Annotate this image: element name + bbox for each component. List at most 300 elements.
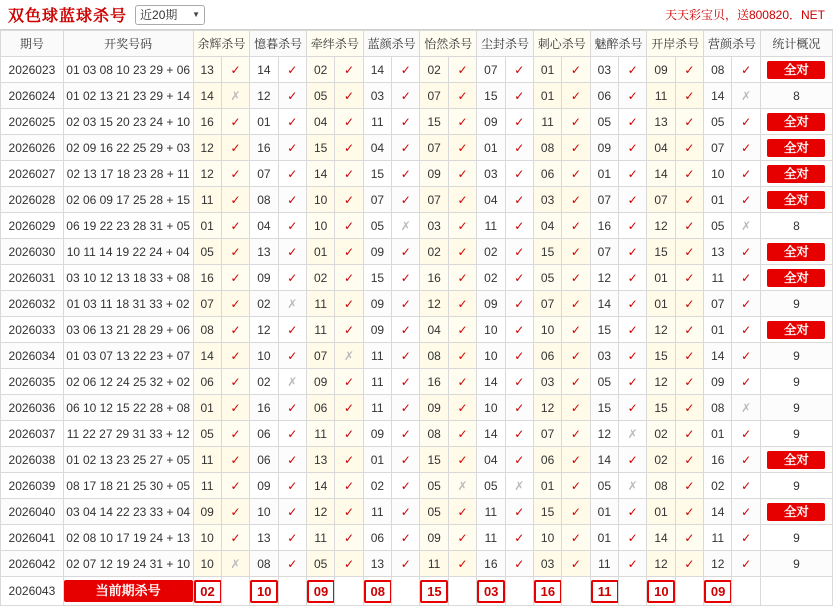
check-glyph: ✓ (287, 218, 298, 233)
check-glyph: ✓ (570, 374, 581, 389)
cell-draw-code: 03 10 12 13 18 33 + 08 (63, 265, 193, 291)
check-glyph: ✓ (684, 270, 695, 285)
table-row (1, 525, 833, 551)
check-glyph: ✓ (400, 270, 411, 285)
cell-kill-number: 09 (250, 265, 278, 291)
check-icon (448, 57, 476, 83)
cell-kill-number: 09 (477, 291, 505, 317)
cell-period[interactable]: 2026029 (1, 213, 64, 239)
cell-period[interactable]: 2026024 (1, 83, 64, 109)
cell-kill-number: 07 (704, 135, 732, 161)
cell-kill-number: 09 (363, 291, 391, 317)
check-glyph: ✓ (741, 504, 752, 519)
th-code[interactable]: 开奖号码 (63, 31, 193, 57)
check-glyph: ✓ (514, 322, 525, 337)
cell-kill-number: 16 (420, 369, 448, 395)
table-row (1, 499, 833, 525)
check-glyph: ✓ (400, 192, 411, 207)
cell-kill-number: 08 (250, 551, 278, 577)
check-glyph: ✓ (457, 348, 468, 363)
cell-stat (760, 551, 832, 577)
check-glyph: ✓ (684, 504, 695, 519)
check-icon (278, 395, 306, 421)
check-icon (221, 317, 249, 343)
check-icon (221, 135, 249, 161)
cell-kill-number: 03 (533, 369, 561, 395)
check-icon (619, 551, 647, 577)
cell-kill-number: 13 (647, 109, 675, 135)
cell-stat (760, 369, 832, 395)
check-icon (619, 395, 647, 421)
check-glyph: ✓ (287, 478, 298, 493)
status-badge: 全对 (767, 61, 825, 79)
cell-kill-number: 11 (533, 109, 561, 135)
check-icon (448, 135, 476, 161)
cell-kill-number: 11 (477, 499, 505, 525)
check-glyph: ✓ (343, 478, 355, 493)
cell-draw-code: 06 19 22 23 28 31 + 05 (63, 213, 193, 239)
cell-kill-number: 16 (477, 551, 505, 577)
cell-period[interactable]: 2026027 (1, 161, 64, 187)
check-icon (619, 525, 647, 551)
th-killer-7[interactable]: 刺心杀号 (533, 31, 590, 57)
promo-message: 天天彩宝贝，送 (664, 8, 749, 22)
cell-kill-number: 11 (363, 343, 391, 369)
table-head (1, 31, 833, 57)
th-killer-2[interactable]: 憶暮杀号 (250, 31, 307, 57)
status-badge: 全对 (767, 191, 825, 209)
check-icon (392, 291, 420, 317)
cell-kill-number: 14 (647, 525, 675, 551)
check-icon (732, 187, 760, 213)
check-glyph: ✓ (343, 140, 355, 155)
cell-kill-number: 02 (363, 473, 391, 499)
cell-period[interactable]: 2026032 (1, 291, 64, 317)
stat-value: 9 (793, 530, 800, 545)
check-glyph: ✓ (514, 192, 525, 207)
check-icon (392, 343, 420, 369)
cell-draw-code: 02 03 15 20 23 24 + 10 (63, 109, 193, 135)
cell-kill-number: 05 (193, 421, 221, 447)
check-glyph: ✓ (400, 322, 411, 337)
cell-period[interactable]: 2026036 (1, 395, 64, 421)
check-glyph: ✓ (514, 374, 525, 389)
cell-draw-code: 03 06 13 21 28 29 + 06 (63, 317, 193, 343)
th-killer-8[interactable]: 魅醉杀号 (590, 31, 647, 57)
th-killer-1[interactable]: 余辉杀号 (193, 31, 250, 57)
check-icon (732, 291, 760, 317)
cell-kill-number: 07 (420, 135, 448, 161)
check-glyph: ✓ (287, 140, 298, 155)
cell-kill-number: 08 (704, 57, 732, 83)
cell-current-mark (675, 577, 703, 606)
check-icon (221, 109, 249, 135)
check-glyph: ✓ (230, 244, 241, 259)
check-glyph: ✓ (684, 218, 695, 233)
check-glyph: ✓ (230, 348, 241, 363)
cell-kill-number: 15 (420, 447, 448, 473)
status-badge: 全对 (767, 451, 825, 469)
cell-period[interactable]: 2026035 (1, 369, 64, 395)
check-icon (505, 421, 533, 447)
cell-period[interactable]: 2026038 (1, 447, 64, 473)
check-icon (562, 551, 590, 577)
cell-kill-number: 05 (306, 551, 334, 577)
check-glyph: ✓ (570, 140, 581, 155)
check-glyph: ✓ (287, 192, 298, 207)
status-badge: 全对 (767, 139, 825, 157)
cell-kill-number: 12 (704, 551, 732, 577)
check-glyph: ✓ (627, 244, 638, 259)
cell-kill-number: 01 (647, 265, 675, 291)
check-glyph: ✓ (570, 218, 581, 233)
cell-kill-number: 05 (193, 239, 221, 265)
check-glyph: ✓ (684, 166, 695, 181)
check-icon (221, 239, 249, 265)
cell-kill-number: 01 (590, 525, 618, 551)
current-period-row (1, 577, 833, 606)
cross-glyph: ✗ (457, 478, 468, 493)
cell-kill-number: 03 (533, 187, 561, 213)
check-glyph: ✓ (741, 244, 752, 259)
current-kill-value: 10 (250, 580, 278, 603)
cell-draw-code: 01 03 07 13 22 23 + 07 (63, 343, 193, 369)
cell-kill-number: 08 (420, 343, 448, 369)
th-killer-6[interactable]: 尘封杀号 (477, 31, 534, 57)
check-glyph: ✓ (230, 270, 241, 285)
check-icon (619, 291, 647, 317)
check-icon (221, 213, 249, 239)
th-killer-10[interactable]: 营颜杀号 (704, 31, 761, 57)
cell-kill-number: 11 (647, 83, 675, 109)
check-glyph: ✓ (741, 62, 752, 77)
check-icon (732, 343, 760, 369)
check-glyph: ✓ (343, 62, 355, 77)
cell-kill-number: 11 (477, 213, 505, 239)
cell-period[interactable]: 2026033 (1, 317, 64, 343)
check-icon (562, 161, 590, 187)
check-icon (392, 57, 420, 83)
cell-draw-code: 02 08 10 17 19 24 + 13 (63, 525, 193, 551)
cell-kill-number: 14 (193, 343, 221, 369)
cell-kill-number: 01 (363, 447, 391, 473)
check-glyph: ✓ (514, 218, 525, 233)
status-badge: 全对 (767, 503, 825, 521)
cell-kill-number: 02 (477, 265, 505, 291)
check-glyph: ✓ (627, 296, 638, 311)
check-icon (392, 473, 420, 499)
cell-kill-number: 06 (590, 83, 618, 109)
check-glyph: ✓ (287, 88, 298, 103)
cell-stat (760, 265, 832, 291)
cross-icon (505, 473, 533, 499)
cell-stat (760, 317, 832, 343)
check-glyph: ✓ (627, 62, 638, 77)
check-icon (221, 473, 249, 499)
check-glyph: ✓ (570, 322, 581, 337)
check-glyph: ✓ (570, 452, 581, 467)
check-icon (562, 317, 590, 343)
check-glyph: ✓ (230, 374, 241, 389)
cell-kill-number: 08 (250, 187, 278, 213)
cell-current-mark (505, 577, 533, 606)
cell-kill-number: 15 (590, 317, 618, 343)
cell-kill-number: 14 (590, 447, 618, 473)
check-glyph: ✓ (627, 452, 638, 467)
cell-kill-number: 03 (420, 213, 448, 239)
cell-period[interactable]: 2026042 (1, 551, 64, 577)
cell-period[interactable]: 2026030 (1, 239, 64, 265)
check-icon (221, 395, 249, 421)
check-glyph: ✓ (684, 452, 695, 467)
check-icon (278, 265, 306, 291)
cell-kill-number: 15 (363, 265, 391, 291)
cell-kill-number: 14 (590, 291, 618, 317)
cell-period[interactable]: 2026025 (1, 109, 64, 135)
check-icon (619, 83, 647, 109)
check-icon (732, 369, 760, 395)
cross-icon (278, 291, 306, 317)
cell-kill-number: 10 (533, 525, 561, 551)
cell-kill-number: 11 (363, 499, 391, 525)
cell-kill-number: 05 (420, 473, 448, 499)
cell-kill-number: 14 (704, 499, 732, 525)
check-icon (562, 83, 590, 109)
check-glyph: ✓ (287, 556, 298, 571)
current-kill-value: 03 (477, 580, 505, 603)
cell-period[interactable]: 2026037 (1, 421, 64, 447)
check-glyph: ✓ (570, 88, 581, 103)
check-icon (562, 525, 590, 551)
cell-period[interactable]: 2026031 (1, 265, 64, 291)
check-icon (675, 317, 703, 343)
check-icon (448, 421, 476, 447)
cell-kill-number: 03 (477, 161, 505, 187)
check-glyph: ✓ (514, 296, 525, 311)
cell-draw-code: 01 02 13 23 25 27 + 05 (63, 447, 193, 473)
cell-kill-number: 06 (533, 161, 561, 187)
cross-glyph: ✗ (287, 296, 298, 311)
check-icon (278, 421, 306, 447)
check-icon (278, 187, 306, 213)
check-icon (675, 239, 703, 265)
check-glyph: ✓ (514, 504, 525, 519)
check-icon (392, 551, 420, 577)
cell-kill-number: 09 (704, 369, 732, 395)
cell-kill-number: 14 (306, 473, 334, 499)
th-period[interactable]: 期号 (1, 31, 64, 57)
cell-kill-number: 13 (250, 239, 278, 265)
check-glyph: ✓ (343, 218, 355, 233)
check-icon (392, 447, 420, 473)
cross-icon (221, 551, 249, 577)
th-killer-3[interactable]: 牵绊杀号 (306, 31, 363, 57)
cross-icon (448, 473, 476, 499)
check-icon (448, 291, 476, 317)
check-icon (619, 135, 647, 161)
cell-period[interactable]: 2026026 (1, 135, 64, 161)
check-icon (335, 57, 363, 83)
th-killer-4[interactable]: 蓝颜杀号 (363, 31, 420, 57)
check-glyph: ✓ (457, 114, 468, 129)
check-glyph: ✓ (400, 166, 411, 181)
check-glyph: ✓ (230, 62, 241, 77)
cell-draw-code: 02 09 16 22 25 29 + 03 (63, 135, 193, 161)
cell-kill-number: 02 (306, 57, 334, 83)
cell-period[interactable]: 2026028 (1, 187, 64, 213)
status-badge: 全对 (767, 243, 825, 261)
cell-stat (760, 525, 832, 551)
period-range-select[interactable] (135, 5, 205, 25)
cell-kill-number: 10 (477, 317, 505, 343)
check-icon (335, 213, 363, 239)
check-icon (619, 239, 647, 265)
check-glyph: ✓ (230, 426, 241, 441)
table-row (1, 421, 833, 447)
cell-current-kill-number (647, 577, 675, 606)
cell-kill-number: 04 (533, 213, 561, 239)
check-icon (448, 161, 476, 187)
check-glyph: ✓ (627, 140, 638, 155)
cell-period[interactable]: 2026023 (1, 57, 64, 83)
check-glyph: ✓ (230, 296, 241, 311)
check-glyph: ✓ (627, 400, 638, 415)
cell-stat (760, 291, 832, 317)
cross-glyph: ✗ (741, 400, 752, 415)
stat-value: 9 (793, 296, 800, 311)
cell-kill-number: 01 (590, 499, 618, 525)
check-icon (505, 291, 533, 317)
cross-icon (392, 213, 420, 239)
check-glyph: ✓ (570, 478, 581, 493)
cell-kill-number: 05 (363, 213, 391, 239)
check-glyph: ✓ (570, 192, 581, 207)
cell-stat (760, 395, 832, 421)
cell-kill-number: 01 (477, 135, 505, 161)
check-icon (732, 317, 760, 343)
cell-kill-number: 10 (477, 395, 505, 421)
check-icon (448, 447, 476, 473)
check-icon (562, 239, 590, 265)
check-glyph: ✓ (627, 270, 638, 285)
check-glyph: ✓ (230, 478, 241, 493)
promo-site: 800820．NET (748, 8, 825, 22)
check-icon (562, 447, 590, 473)
th-stat[interactable]: 统计概况 (760, 31, 832, 57)
cell-kill-number: 12 (193, 135, 221, 161)
check-glyph: ✓ (741, 270, 752, 285)
cross-icon (619, 421, 647, 447)
cell-stat (760, 421, 832, 447)
check-icon (278, 135, 306, 161)
table-row (1, 135, 833, 161)
check-glyph: ✓ (570, 400, 581, 415)
check-icon (278, 499, 306, 525)
cell-period[interactable]: 2026041 (1, 525, 64, 551)
check-glyph: ✓ (570, 62, 581, 77)
cell-kill-number: 03 (533, 551, 561, 577)
current-kill-value: 15 (420, 580, 448, 603)
current-kill-label: 当前期杀号 (64, 580, 193, 602)
check-icon (562, 343, 590, 369)
cell-kill-number: 06 (533, 343, 561, 369)
cell-kill-number: 15 (533, 499, 561, 525)
check-glyph: ✓ (400, 426, 411, 441)
check-glyph: ✓ (457, 140, 468, 155)
check-glyph: ✓ (400, 88, 411, 103)
cell-current-mark (278, 577, 306, 606)
cell-kill-number: 15 (533, 239, 561, 265)
check-glyph: ✓ (570, 166, 581, 181)
table-body (1, 57, 833, 606)
cell-kill-number: 07 (306, 343, 334, 369)
check-glyph: ✓ (343, 244, 355, 259)
check-glyph: ✓ (230, 192, 241, 207)
cell-kill-number: 11 (477, 525, 505, 551)
check-icon (335, 291, 363, 317)
check-glyph: ✓ (343, 192, 355, 207)
cell-kill-number: 02 (306, 265, 334, 291)
th-killer-9[interactable]: 开岸杀号 (647, 31, 704, 57)
cell-period[interactable]: 2026040 (1, 499, 64, 525)
check-icon (448, 395, 476, 421)
cell-draw-code: 08 17 18 21 25 30 + 05 (63, 473, 193, 499)
check-icon (221, 447, 249, 473)
cell-period[interactable]: 2026034 (1, 343, 64, 369)
check-glyph: ✓ (514, 270, 525, 285)
stat-value: 9 (793, 348, 800, 363)
cell-draw-code: 03 04 14 22 23 33 + 04 (63, 499, 193, 525)
cell-current-kill-number (250, 577, 278, 606)
status-badge: 全对 (767, 269, 825, 287)
check-glyph: ✓ (684, 62, 695, 77)
cell-kill-number: 09 (363, 317, 391, 343)
check-glyph: ✓ (741, 374, 752, 389)
check-icon (278, 109, 306, 135)
check-icon (221, 499, 249, 525)
table-row (1, 369, 833, 395)
check-glyph: ✓ (287, 62, 298, 77)
cross-glyph: ✗ (230, 88, 241, 103)
check-icon (505, 525, 533, 551)
cell-kill-number: 04 (420, 317, 448, 343)
check-glyph: ✓ (343, 114, 355, 129)
cell-current-kill-number (420, 577, 448, 606)
check-icon (278, 161, 306, 187)
check-icon (619, 265, 647, 291)
check-icon (562, 291, 590, 317)
cell-kill-number: 10 (533, 317, 561, 343)
check-icon (562, 499, 590, 525)
check-glyph: ✓ (741, 452, 752, 467)
cell-stat (760, 239, 832, 265)
cell-period[interactable]: 2026039 (1, 473, 64, 499)
header-bar (0, 0, 833, 30)
table-row (1, 187, 833, 213)
cell-kill-number: 01 (250, 109, 278, 135)
th-killer-5[interactable]: 怡然杀号 (420, 31, 477, 57)
cell-kill-number: 14 (704, 83, 732, 109)
check-icon (562, 421, 590, 447)
cell-kill-number: 04 (250, 213, 278, 239)
check-icon (505, 135, 533, 161)
cell-stat (760, 109, 832, 135)
cell-kill-number: 09 (420, 525, 448, 551)
check-icon (278, 343, 306, 369)
check-glyph: ✓ (343, 270, 355, 285)
status-badge: 全对 (767, 165, 825, 183)
cell-kill-number: 14 (647, 161, 675, 187)
